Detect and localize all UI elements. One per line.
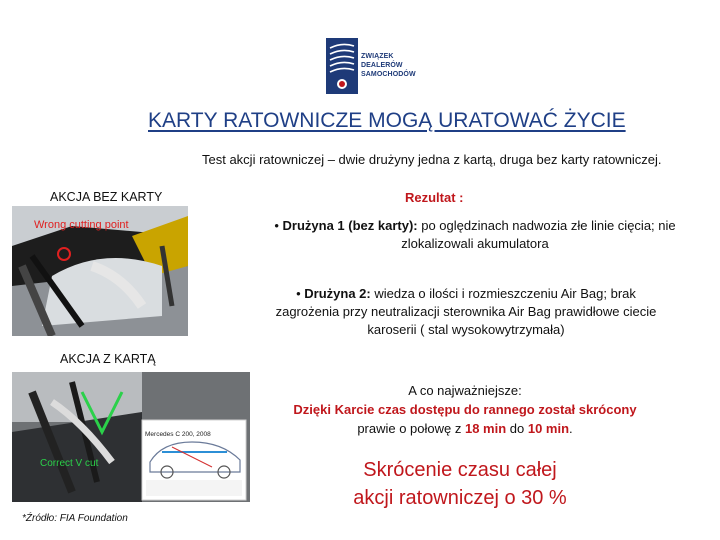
time-from: 18 min [464,421,507,436]
logo-line-2: DEALERÓW [361,62,403,69]
logo-line-1: ZWIĄZEK [361,53,394,60]
summary-line-2: akcji ratowniczej o 30 % [353,487,567,509]
important-title: A co najważniejsze: [408,383,522,398]
source-note: *Źródło: FIA Foundation [22,513,128,524]
last-suffix: . [569,421,573,436]
important-block [280,381,650,438]
page-title: KARTY RATOWNICZE MOGĄ URATOWAĆ ŻYCIE [148,109,626,132]
summary [330,456,590,512]
logo [326,38,416,94]
logo-text [361,52,416,79]
photo2-card-title: Mercedes C 200, 2008 [145,431,211,438]
bullet-1-head: Drużyna 1 (bez karty): [282,218,418,233]
intro-text: Test akcji ratowniczej – dwie drużyny jedna z kartą, druga bez karty ratowniczej. [202,152,662,167]
bullet-team-2 [266,285,666,339]
last-prefix: prawie o połowę z [357,421,465,436]
result-label: Rezultat : [405,190,464,205]
bullet-2-head: Drużyna 2: [304,286,371,301]
label-action-with-card: AKCJA Z KARTĄ [60,352,156,366]
bullet-1-text: po oględzinach nadwozia złe linie cięcia; nie zlokalizowali akumulatora [401,218,676,251]
bullet-team-1 [272,217,678,253]
photo-correct-v-cut [12,372,250,502]
photo2-caption: Correct V cut [40,458,99,469]
summary-line-1: Skrócenie czasu całej [363,459,557,481]
label-action-without-card: AKCJA BEZ KARTY [50,190,163,204]
bullet-2-text: wiedza o ilości i rozmieszczeniu Air Bag; brak zagrożenia przy neutralizacji sterownika Air Bag prawidłowe ciecie karoserii ( stal wysokowytrzymała) [275,286,657,337]
important-last-line [280,419,650,438]
photo-wrong-cutting-point [12,206,188,336]
logo-mark-icon [326,38,358,94]
time-to: 10 min [527,421,570,436]
logo-line-3: SAMOCHODÓW [361,71,416,78]
photo1-caption: Wrong cutting point [34,219,129,231]
bullet-dot-icon: • [296,286,305,301]
important-red-line: Dzięki Karcie czas dostępu do rannego został skrócony [293,402,637,417]
bullet-dot-icon: • [274,218,283,233]
last-mid: do [506,421,528,436]
